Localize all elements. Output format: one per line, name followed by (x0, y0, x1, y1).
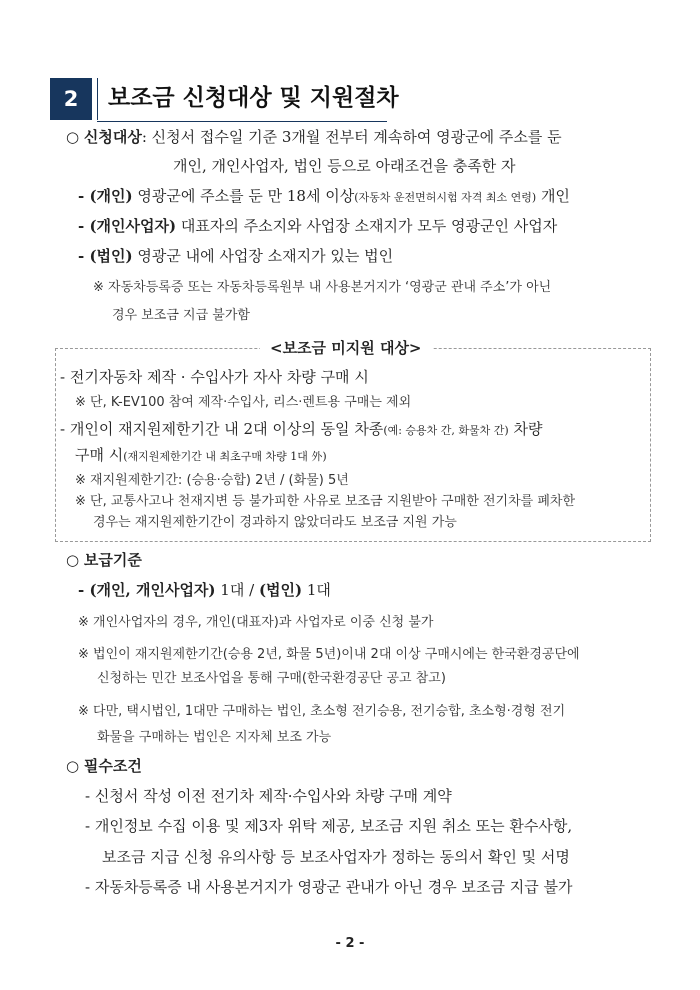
item-text: 대표자의 주소지와 사업장 소재지가 모두 영광군인 사업자 (176, 217, 558, 235)
title-divider (97, 78, 98, 120)
target-note-2: 경우 보조금 지급 불가함 (112, 308, 250, 323)
line-small: (재지원제한기간 내 최초구매 차량 1대 外) (123, 450, 327, 463)
line-small: (예: 승용차 간, 화물차 간) (383, 424, 509, 437)
section-title: 보조금 신청대상 및 지원절차 (108, 85, 399, 111)
target-line-2: 개인, 개인사업자, 법인 등으로 아래조건을 충족한 자 (173, 157, 516, 175)
required-line: - 개인정보 수집 이용 및 제3자 위탁 제공, 보조금 지원 취소 또는 환수사항, (85, 817, 573, 835)
required-line: - 신청서 작성 이전 전기차 제작·수입사와 차량 구매 계약 (85, 787, 452, 805)
circle-bullet-icon: ○ (66, 757, 80, 775)
item-label: - (개인사업자) (78, 217, 177, 235)
target-label: 신청대상 (83, 128, 142, 146)
line-label: - (개인, 개인사업자) (78, 581, 216, 599)
line-text: 1대 (302, 581, 331, 599)
excluded-line-2 (60, 419, 542, 441)
target-note-1: ※ 자동차등록증 또는 자동차등록원부 내 사용본거지가 ‘영광군 관내 주소’가 아닌 (93, 280, 552, 295)
line-label: (법인) (258, 581, 303, 599)
target-item-corporation (78, 246, 393, 266)
required-line: 보조금 지급 신청 유의사항 등 보조사업자가 정하는 동의서 확인 및 서명 (102, 848, 570, 866)
circle-bullet-icon: ○ (66, 551, 80, 569)
standard-note: 신청하는 민간 보조사업을 통해 구매(한국환경공단 공고 참고) (97, 671, 446, 686)
item-label: - (개인) (78, 187, 133, 205)
standard-note: ※ 개인사업자의 경우, 개인(대표자)과 사업자로 이중 신청 불가 (78, 615, 434, 630)
line-tail: 차량 (508, 420, 543, 438)
excluded-note-1: ※ 단, K-EV100 참여 제작·수입사, 리스·렌트용 구매는 제외 (75, 395, 412, 410)
line-text: 구매 시 (75, 446, 124, 464)
required-line: - 자동차등록증 내 사용본거지가 영광군 관내가 아닌 경우 보조금 지급 불가 (85, 878, 573, 896)
item-text: 영광군 내에 사업장 소재지가 있는 법인 (132, 247, 394, 265)
excluded-note-2: ※ 재지원제한기간: (승용·승합) 2년 / (화물) 5년 (75, 473, 349, 488)
item-tail: 개인 (536, 187, 570, 205)
required-heading (66, 756, 142, 776)
standard-note: ※ 다만, 택시법인, 1대만 구매하는 법인, 초소형 전기승용, 전기승합, 초소형·경형 전기 (78, 704, 566, 719)
required-label: 필수조건 (83, 757, 142, 775)
excluded-line-1: - 전기자동차 제작 · 수입사가 자사 차량 구매 시 (60, 368, 369, 386)
item-small: (자동차 운전면허시험 자격 최소 연령) (354, 191, 537, 204)
excluded-title: <보조금 미지원 대상> (260, 337, 432, 358)
line-text: - 개인이 재지원제한기간 내 2대 이상의 동일 차종 (60, 420, 384, 438)
standard-line (78, 580, 331, 600)
target-line-1 (66, 127, 562, 147)
standard-note: ※ 법인이 재지원제한기간(승용 2년, 화물 5년)이내 2대 이상 구매시에는 한국환경공단에 (78, 647, 580, 662)
excluded-note-3: ※ 단, 교통사고나 천재지변 등 불가피한 사유로 보조금 지원받아 구매한 전기차를 폐차한 (75, 494, 576, 509)
circle-bullet-icon: ○ (66, 128, 80, 146)
title-underline (97, 121, 387, 122)
excluded-line-3 (75, 445, 327, 467)
item-label: - (법인) (78, 247, 133, 265)
standard-heading (66, 550, 142, 570)
target-text: : 신청서 접수일 기준 3개월 전부터 계속하여 영광군에 주소를 둔 (141, 128, 562, 146)
target-item-business (78, 216, 557, 236)
standard-note: 화물을 구매하는 법인은 지자체 보조 가능 (97, 730, 332, 745)
page-number: - 2 - (335, 936, 365, 951)
item-text: 영광군에 주소를 둔 만 18세 이상 (132, 187, 355, 205)
section-number-badge: 2 (50, 78, 92, 120)
line-text: 1대 / (215, 581, 259, 599)
excluded-note-4: 경우는 재지원제한기간이 경과하지 않았더라도 보조금 지원 가능 (93, 515, 457, 530)
target-item-individual (78, 186, 570, 208)
standard-label: 보급기준 (83, 551, 142, 569)
